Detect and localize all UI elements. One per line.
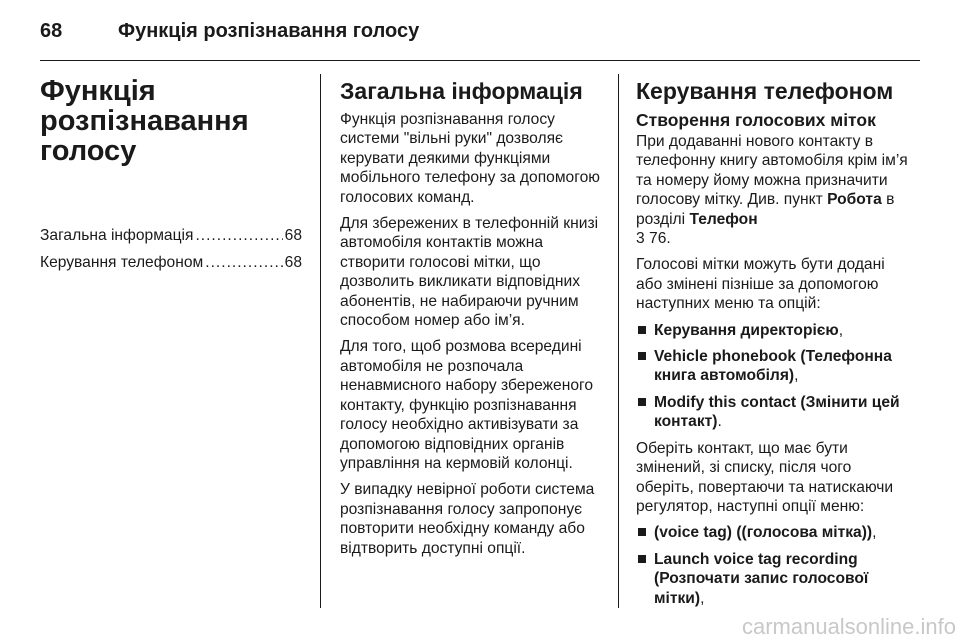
list-item xyxy=(636,321,908,340)
list-item xyxy=(636,550,908,608)
header-title: Функція розпізнавання голосу xyxy=(118,20,420,42)
punctuation: , xyxy=(872,524,877,542)
toc-entry[interactable] xyxy=(40,226,302,245)
page-number: 68 xyxy=(40,20,63,42)
cross-reference: Телефон xyxy=(689,210,758,228)
punctuation: , xyxy=(794,367,799,385)
bullet-icon xyxy=(638,352,646,360)
general-info-column xyxy=(340,76,608,565)
bullet-icon xyxy=(638,528,646,536)
chapter-title: Функція розпізнавання голосу xyxy=(40,75,249,167)
toc-page: 68 xyxy=(284,254,302,272)
page-ref-arrow-icon: 3 xyxy=(636,230,645,248)
menu-option: Керування директорією xyxy=(654,321,839,339)
punctuation: . xyxy=(717,413,722,431)
menu-option: Vehicle phonebook (Телефонна книга автомобіля) xyxy=(654,348,892,385)
section-heading: Загальна інформація xyxy=(340,78,583,104)
bullet-icon xyxy=(638,555,646,563)
paragraph: У випадку невірної роботи система розпізнавання голосу запропонує повторити необхідну команду або відтворить доступні опції. xyxy=(340,481,595,557)
bullet-icon xyxy=(638,398,646,406)
column-divider-2 xyxy=(618,74,619,608)
punctuation: , xyxy=(838,321,844,339)
list-item xyxy=(636,393,908,432)
section-heading: Керування телефоном xyxy=(636,78,894,104)
phone-control-column xyxy=(636,76,908,615)
toc-page: 68 xyxy=(284,227,302,244)
cross-reference: Робота xyxy=(827,191,882,209)
menu-option: Modify this contact (Змінити цей контакт) xyxy=(654,393,900,431)
paragraph-text: При додаванні нового контакту в телефонну книгу автомобіля крім ім’я та номеру йому можна призначити голосову мітку. Див. пункт xyxy=(636,133,908,209)
paragraph: Голосові мітки можуть бути додані або змінені пізніше за допомогою наступних меню та опцій: xyxy=(636,256,885,313)
bullet-icon xyxy=(638,326,646,334)
paragraph: Функція розпізнавання голосу системи "вільні руки" дозволяє керувати деякими функціями мобільного телефону за допомогою голосових команд. xyxy=(340,111,600,206)
punctuation: , xyxy=(700,589,705,607)
subsection-heading: Створення голосових міток xyxy=(636,110,876,130)
watermark: carmanualsonline.info xyxy=(741,614,956,639)
menu-option: (voice tag) ((голосова мітка)) xyxy=(654,524,873,542)
list-item xyxy=(636,523,908,542)
toc-leader xyxy=(195,226,282,245)
toc-label: Керування телефоном xyxy=(40,254,204,272)
paragraph: Оберіть контакт, що має бути змінений, зі списку, після чого оберіть, повертаючи та натискаючи регулятор, наступні опції меню: xyxy=(636,439,894,515)
toc-label: Загальна інформація xyxy=(40,227,194,244)
list-item xyxy=(636,347,908,386)
paragraph: Для того, щоб розмова всередині автомобіля не розпочала ненавмисного набору збереженого контакту, функцію розпізнавання голосу необхідно активізувати за допомогою відповідних органів управління на кермовій колонці. xyxy=(340,338,594,472)
column-divider-1 xyxy=(320,74,321,608)
menu-option: Launch voice tag recording (Розпочати запис голосової мітки) xyxy=(654,550,869,607)
page-ref: 76. xyxy=(649,230,671,248)
paragraph xyxy=(636,132,908,248)
page-header xyxy=(40,14,920,61)
toc-leader xyxy=(205,253,282,272)
paragraph: Для збережених в телефонній книзі автомобіля контактів можна створити голосові мітки, що дозволить викликати відповідних абонентів, не набираючи ручним способом номер або ім’я. xyxy=(340,215,599,330)
toc-entry[interactable] xyxy=(40,253,302,272)
paragraph-text: в розділі xyxy=(636,191,895,228)
toc-column xyxy=(40,76,302,281)
